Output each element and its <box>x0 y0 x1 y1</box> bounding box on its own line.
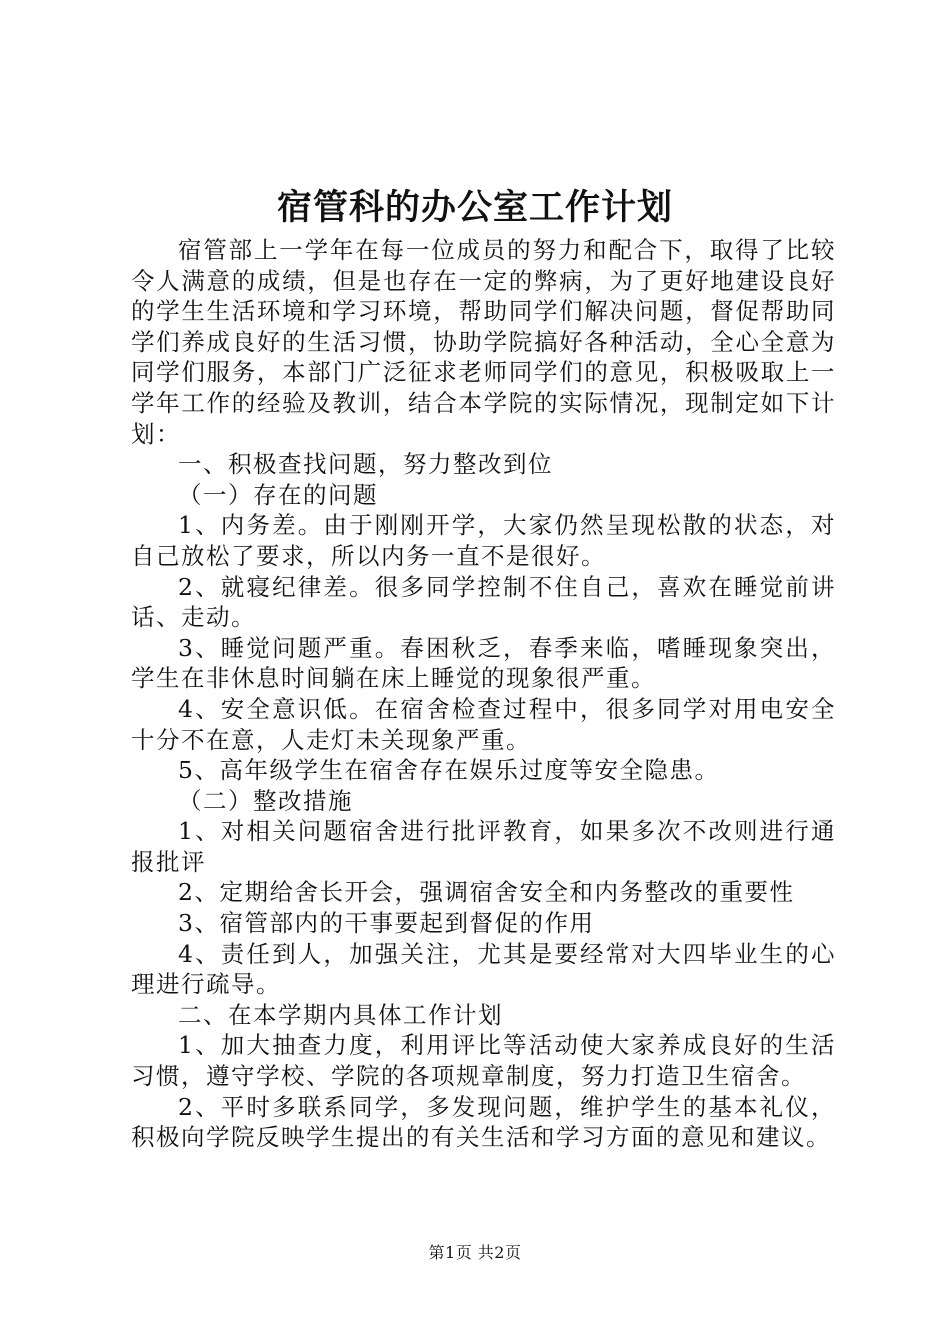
subsection-heading-measures: （二）整改措施 <box>178 786 353 815</box>
subsection-heading-problems: （一）存在的问题 <box>178 480 378 509</box>
list-item: 4、责任到人，加强关注，尤其是要经常对大四毕业生的心理进行疏导。 <box>131 939 836 999</box>
page-footer: 第1页 共2页 <box>428 1243 522 1262</box>
list-item: 2、定期给舍长开会，强调宿舍安全和内务整改的重要性 <box>178 878 795 907</box>
list-item: 1、加大抽查力度，利用评比等活动使大家养成良好的生活习惯，遵守学校、学院的各项规章制度，努力打造卫生宿舍。 <box>131 1031 836 1091</box>
section-heading-2: 二、在本学期内具体工作计划 <box>178 1000 503 1029</box>
list-item: 3、宿管部内的干事要起到督促的作用 <box>178 909 595 938</box>
list-item: 2、就寝纪律差。很多同学控制不住自己，喜欢在睡觉前讲话、走动。 <box>131 572 836 632</box>
document-title: 宿管科的办公室工作计划 <box>276 187 673 228</box>
list-item: 5、高年级学生在宿舍存在娱乐过度等安全隐患。 <box>178 756 720 785</box>
document-body <box>131 235 836 1153</box>
list-item: 3、睡觉问题严重。春困秋乏，春季来临，嗜睡现象突出，学生在非休息时间躺在床上睡觉的现象很严重。 <box>131 633 836 693</box>
list-item: 1、对相关问题宿舍进行批评教育，如果多次不改则进行通报批评 <box>131 817 836 876</box>
section-heading-1: 一、积极查找问题，努力整改到位 <box>178 450 553 479</box>
list-item: 2、平时多联系同学，多发现问题，维护学生的基本礼仪，积极向学院反映学生提出的有关生活和学习方面的意见和建议。 <box>131 1092 836 1152</box>
list-item: 1、内务差。由于刚刚开学，大家仍然呈现松散的状态，对自己放松了要求，所以内务一直不是很好。 <box>131 511 836 570</box>
list-item: 4、安全意识低。在宿舍检查过程中，很多同学对用电安全十分不在意，人走灯未关现象严重。 <box>131 694 836 754</box>
paragraph-intro: 宿管部上一学年在每一位成员的努力和配合下，取得了比较令人满意的成绩，但是也存在一定的弊病，为了更好地建设良好的学生生活环境和学习环境，帮助同学们解决问题，督促帮助同学们养成良好的生活习惯，协助学院搞好各种活动，全心全意为同学们服务，本部门广泛征求老师同学们的意见，积极吸取上一学年工作的经验及教训，结合本学院的实际情况，现制定如下计划： <box>131 236 836 448</box>
